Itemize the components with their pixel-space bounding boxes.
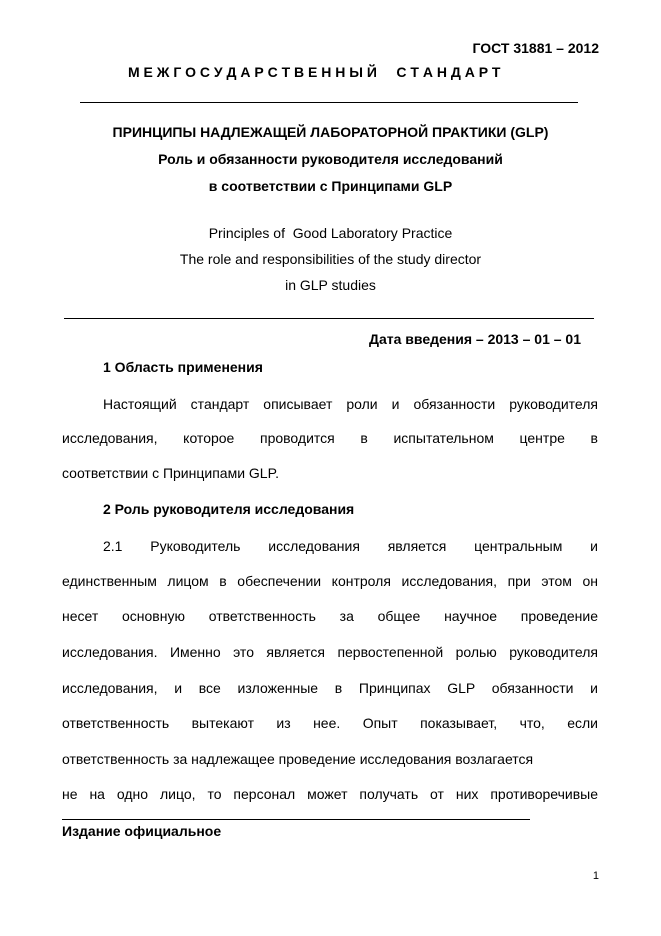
section1-line-1: Настоящий стандарт описывает роли и обязанности руководителя	[103, 396, 598, 412]
header-rule	[80, 102, 578, 103]
section2-line-4: исследования. Именно это является первостепенной ролью руководителя	[62, 644, 598, 660]
gost-number: ГОСТ 31881 – 2012	[472, 40, 599, 56]
section2-line-6: ответственность вытекают из нее. Опыт показывает, что, если	[62, 715, 598, 731]
title-ru-line3: в соответствии с Принципами GLP	[208, 178, 453, 194]
section2-line-1: 2.1 Руководитель исследования является центральным и	[103, 538, 598, 554]
title-rule	[64, 318, 594, 319]
section2-line-5: исследования, и все изложенные в Принципах GLP обязанности и	[62, 680, 598, 696]
section2-line-3: несет основную ответственность за общее научное проведение	[62, 608, 598, 624]
standard-type: М Е Ж Г О С У Д А Р С Т В Е Н Н Ы Й С Т А Н Д А Р Т	[128, 64, 501, 80]
intro-date: Дата введения – 2013 – 01 – 01	[369, 331, 581, 347]
section2-line-2: единственным лицом в обеспечении контроля исследования, при этом он	[62, 573, 598, 589]
official-edition: Издание официальное	[62, 823, 222, 839]
section1-line-3: соответствии с Принципами GLP.	[62, 465, 279, 481]
page-number: 1	[592, 870, 599, 882]
section1-line-2: исследования, которое проводится в испытательном центре в	[62, 430, 598, 446]
title-en-line2: The role and responsibilities of the study director	[179, 251, 482, 267]
section1-heading: 1 Область применения	[103, 359, 263, 375]
title-ru-line1: ПРИНЦИПЫ НАДЛЕЖАЩЕЙ ЛАБОРАТОРНОЙ ПРАКТИКИ (GLP)	[112, 124, 549, 140]
title-ru-line2: Роль и обязанности руководителя исследований	[158, 151, 503, 167]
title-en-line3: in GLP studies	[285, 277, 376, 293]
footnote-rule	[62, 819, 530, 820]
section2-line-7: ответственность за надлежащее проведение исследования возлагается	[62, 751, 534, 767]
section2-line-8: не на одно лицо, то персонал может получать от них противоречивые	[62, 786, 598, 802]
title-en-line1: Principles of Good Laboratory Practice	[208, 225, 453, 241]
section2-heading: 2 Роль руководителя исследования	[103, 501, 355, 517]
